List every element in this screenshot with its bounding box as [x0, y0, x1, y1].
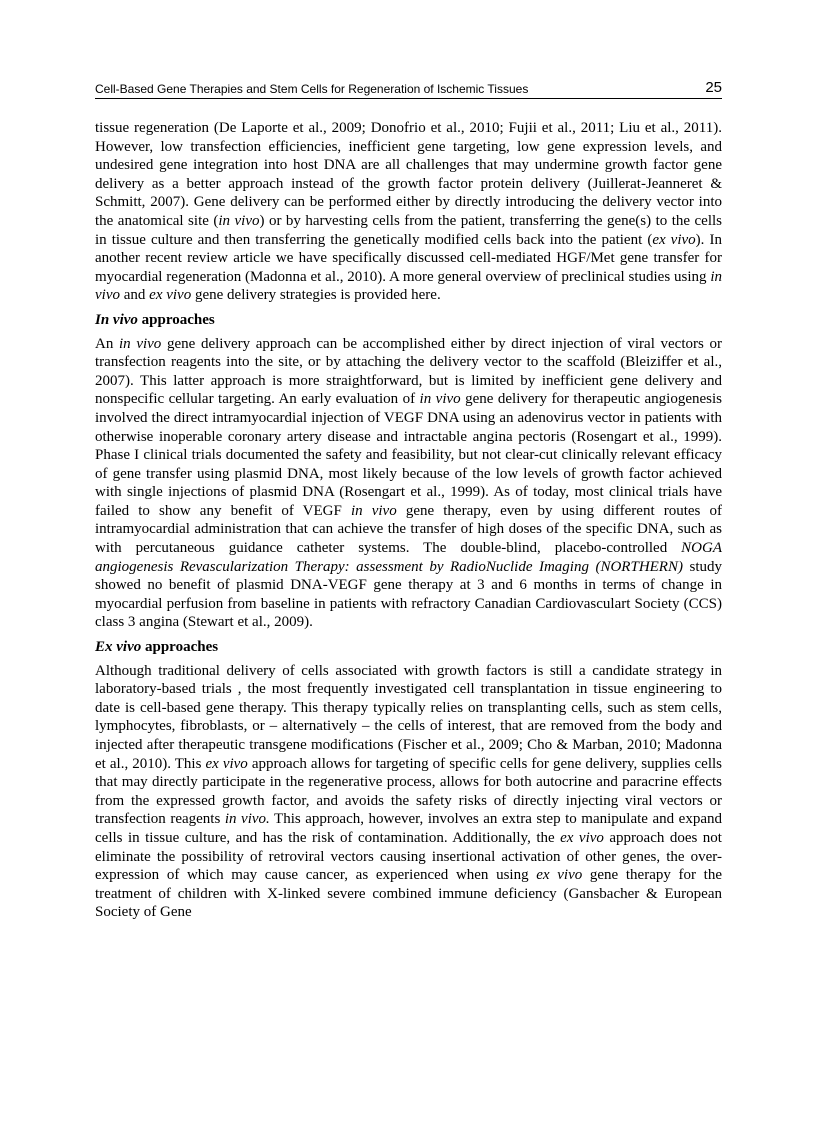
paragraph-in-vivo: An in vivo gene delivery approach can be accomplished either by direct injection of viral vectors or transfection reagents into the site, or by attaching the delivery vector to the scaffold (Bleiziffer et al., 2007). This latter approach is more straightforward, but is limited by inefficient gene delivery and nonspecific cellular targeting. An early evaluation of in vivo gene delivery for therapeutic angiogenesis involved the direct intramyocardial injection of VEGF DNA using an adenovirus vector in patients with otherwise inoperable coronary artery disease and intractable angina pectoris (Rosengart et al., 1999). Phase I clinical trials documented the safety and feasibility, but not clear-cut clinically relevant efficacy of gene transfer using plasmid DNA, most likely because of the low levels of growth factor achieved with single injections of plasmid DNA (Rosengart et al., 1999). As of today, most clinical trials have failed to show any benefit of VEGF in vivo gene therapy, even by using different routes of intramyocardial administration that can achieve the transfer of high doses of the specific DNA, such as with percutaneous guidance catheter systems. The double-blind, placebo-controlled NOGA angiogenesis Revascularization Therapy: assessment by RadioNuclide Imaging (NORTHERN) study showed no benefit of plasmid DNA-VEGF gene therapy at 3 and 6 months in terms of change in myocardial perfusion from baseline in patients with refractory Canadian Cardiovasculart Society (CCS) class 3 angina (Stewart et al., 2009).	[95, 335, 722, 631]
paragraph-ex-vivo: Although traditional delivery of cells associated with growth factors is still a candidate strategy in laboratory-based trials , the most frequently investigated cell transplantation in tissue engineering to date is cell-based gene therapy. This therapy typically relies on transplanting cells, such as stem cells, lymphocytes, fibroblasts, or – alternatively – the cells of interest, that are removed from the body and injected after therapeutic transgene modifications (Fischer et al., 2009; Cho & Marban, 2010; Madonna et al., 2010). This ex vivo approach allows for targeting of specific cells for gene delivery, supplies cells that may directly participate in the regenerative process, allows for both autocrine and paracrine effects from the expressed growth factor, and avoids the safety risks of directly injecting viral vectors or transfection reagents in vivo. This approach, however, involves an extra step to manipulate and expand cells in tissue culture, and has the risk of contamination. Additionally, the ex vivo approach does not eliminate the possibility of retroviral vectors causing insertional activation of other genes, the over-expression of which may cause cancer, as experienced when using ex vivo gene therapy for the treatment of children with X-linked severe combined immune deficiency (Gansbacher & European Society of Gene	[95, 662, 722, 921]
body-text	[95, 119, 722, 922]
running-header	[95, 78, 722, 99]
header-title: Cell-Based Gene Therapies and Stem Cells for Regeneration of Ischemic Tissues	[95, 82, 529, 96]
section-heading-ex-vivo: Ex vivo approaches	[95, 639, 219, 656]
section-heading-in-vivo: In vivo approaches	[95, 311, 215, 328]
page-number: 25	[705, 79, 722, 96]
paragraph-intro: tissue regeneration (De Laporte et al., 2009; Donofrio et al., 2010; Fujii et al., 2011; Liu et al., 2011). However, low transfection efficiencies, inefficient gene targeting, low gene expression levels, and undesired gene integration into host DNA are all challenges that may undermine growth factor gene delivery as a better approach instead of the growth factor protein delivery (Juillerat-Jeanneret & Schmitt, 2007). Gene delivery can be performed either by directly introducing the delivery vector into the anatomical site (in vivo) or by harvesting cells from the patient, transferring the gene(s) to the cells in tissue culture and then transferring the genetically modified cells back into the patient (ex vivo). In another recent review article we have specifically discussed cell-mediated HGF/Met gene transfer for myocardial regeneration (Madonna et al., 2010). A more general overview of preclinical studies using in vivo and ex vivo gene delivery strategies is provided here.	[95, 120, 722, 304]
